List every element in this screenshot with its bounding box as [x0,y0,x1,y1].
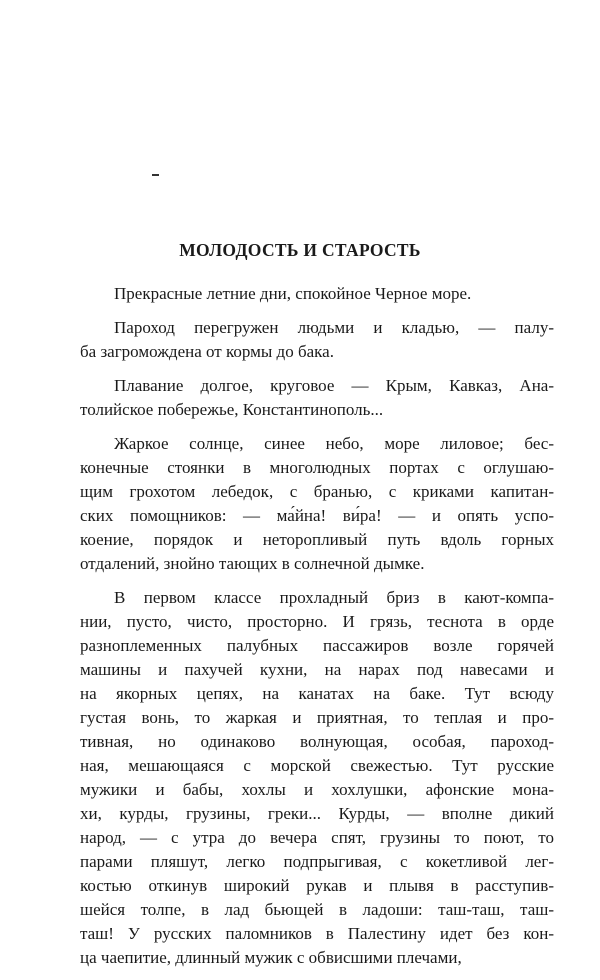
text-line: толийское побережье, Константинополь... [80,400,384,419]
text-line: коение, порядок и неторопливый путь вдоль горных [80,530,554,549]
text-line: отдалений, знойно тающих в солнечной дымке. [80,554,425,573]
page-mark [152,174,159,176]
text-line: костью откинув широкий рукав и плывя в расступив- [80,876,554,895]
paragraph [80,586,554,970]
text-line: густая вонь, то жаркая и приятная, то теплая и про- [80,708,554,727]
text-line: разноплеменных палубных пассажиров возле горячей [80,636,554,655]
chapter-title: МОЛОДОСТЬ И СТАРОСТЬ [179,240,421,260]
text-line: Прекрасные летние дни, спокойное Черное море. [114,284,472,303]
paragraph [80,316,554,364]
text-line: парами пляшут, легко подпрыгивая, с кокетливой лег- [80,852,554,871]
text-line: конечные стоянки в многолюдных портах с оглушаю- [80,458,554,477]
text-line: Жаркое солнце, синее небо, море лиловое; бес- [114,434,554,453]
text-line: ца чаепитие, длинный мужик с обвисшими плечами, [80,948,462,967]
text-line: народ, — с утра до вечера спят, грузины то поют, то [80,828,554,847]
text-line: машины и пахучей кухни, на нарах под навесами и [80,660,554,679]
text-line: Пароход перегружен людьми и кладью, — палу- [114,318,554,337]
paragraph [80,432,554,576]
text-line: хи, курды, грузины, греки... Курды, — вполне дикий [80,804,554,823]
text-line: ба загромождена от кормы до бака. [80,342,334,361]
text-line: нии, пусто, чисто, просторно. И грязь, теснота в орде [80,612,554,631]
text-line: ских помощников: — ма́йна! ви́ра! — и опять успо- [80,506,554,525]
paragraph [80,374,554,422]
text-line: мужики и бабы, хохлы и хохлушки, афонские мона- [80,780,554,799]
text-line: шейся толпе, в лад бьющей в ладоши: таш-таш, таш- [80,900,554,919]
text-line: на якорных цепях, на канатах на баке. Тут всюду [80,684,554,703]
paragraph [80,282,554,306]
chapter-text [80,282,554,980]
text-line: Плавание долгое, круговое — Крым, Кавказ, Ана- [114,376,554,395]
text-line: щим грохотом лебедок, с бранью, с криками капитан- [80,482,554,501]
text-line: В первом классе прохладный бриз в кают-компа- [114,588,554,607]
text-line: тивная, но одинаково волнующая, особая, пароход- [80,732,554,751]
text-line: таш! У русских паломников в Палестину идет без кон- [80,924,554,943]
text-line: ная, мешающаяся с морской свежестью. Тут русские [80,756,554,775]
